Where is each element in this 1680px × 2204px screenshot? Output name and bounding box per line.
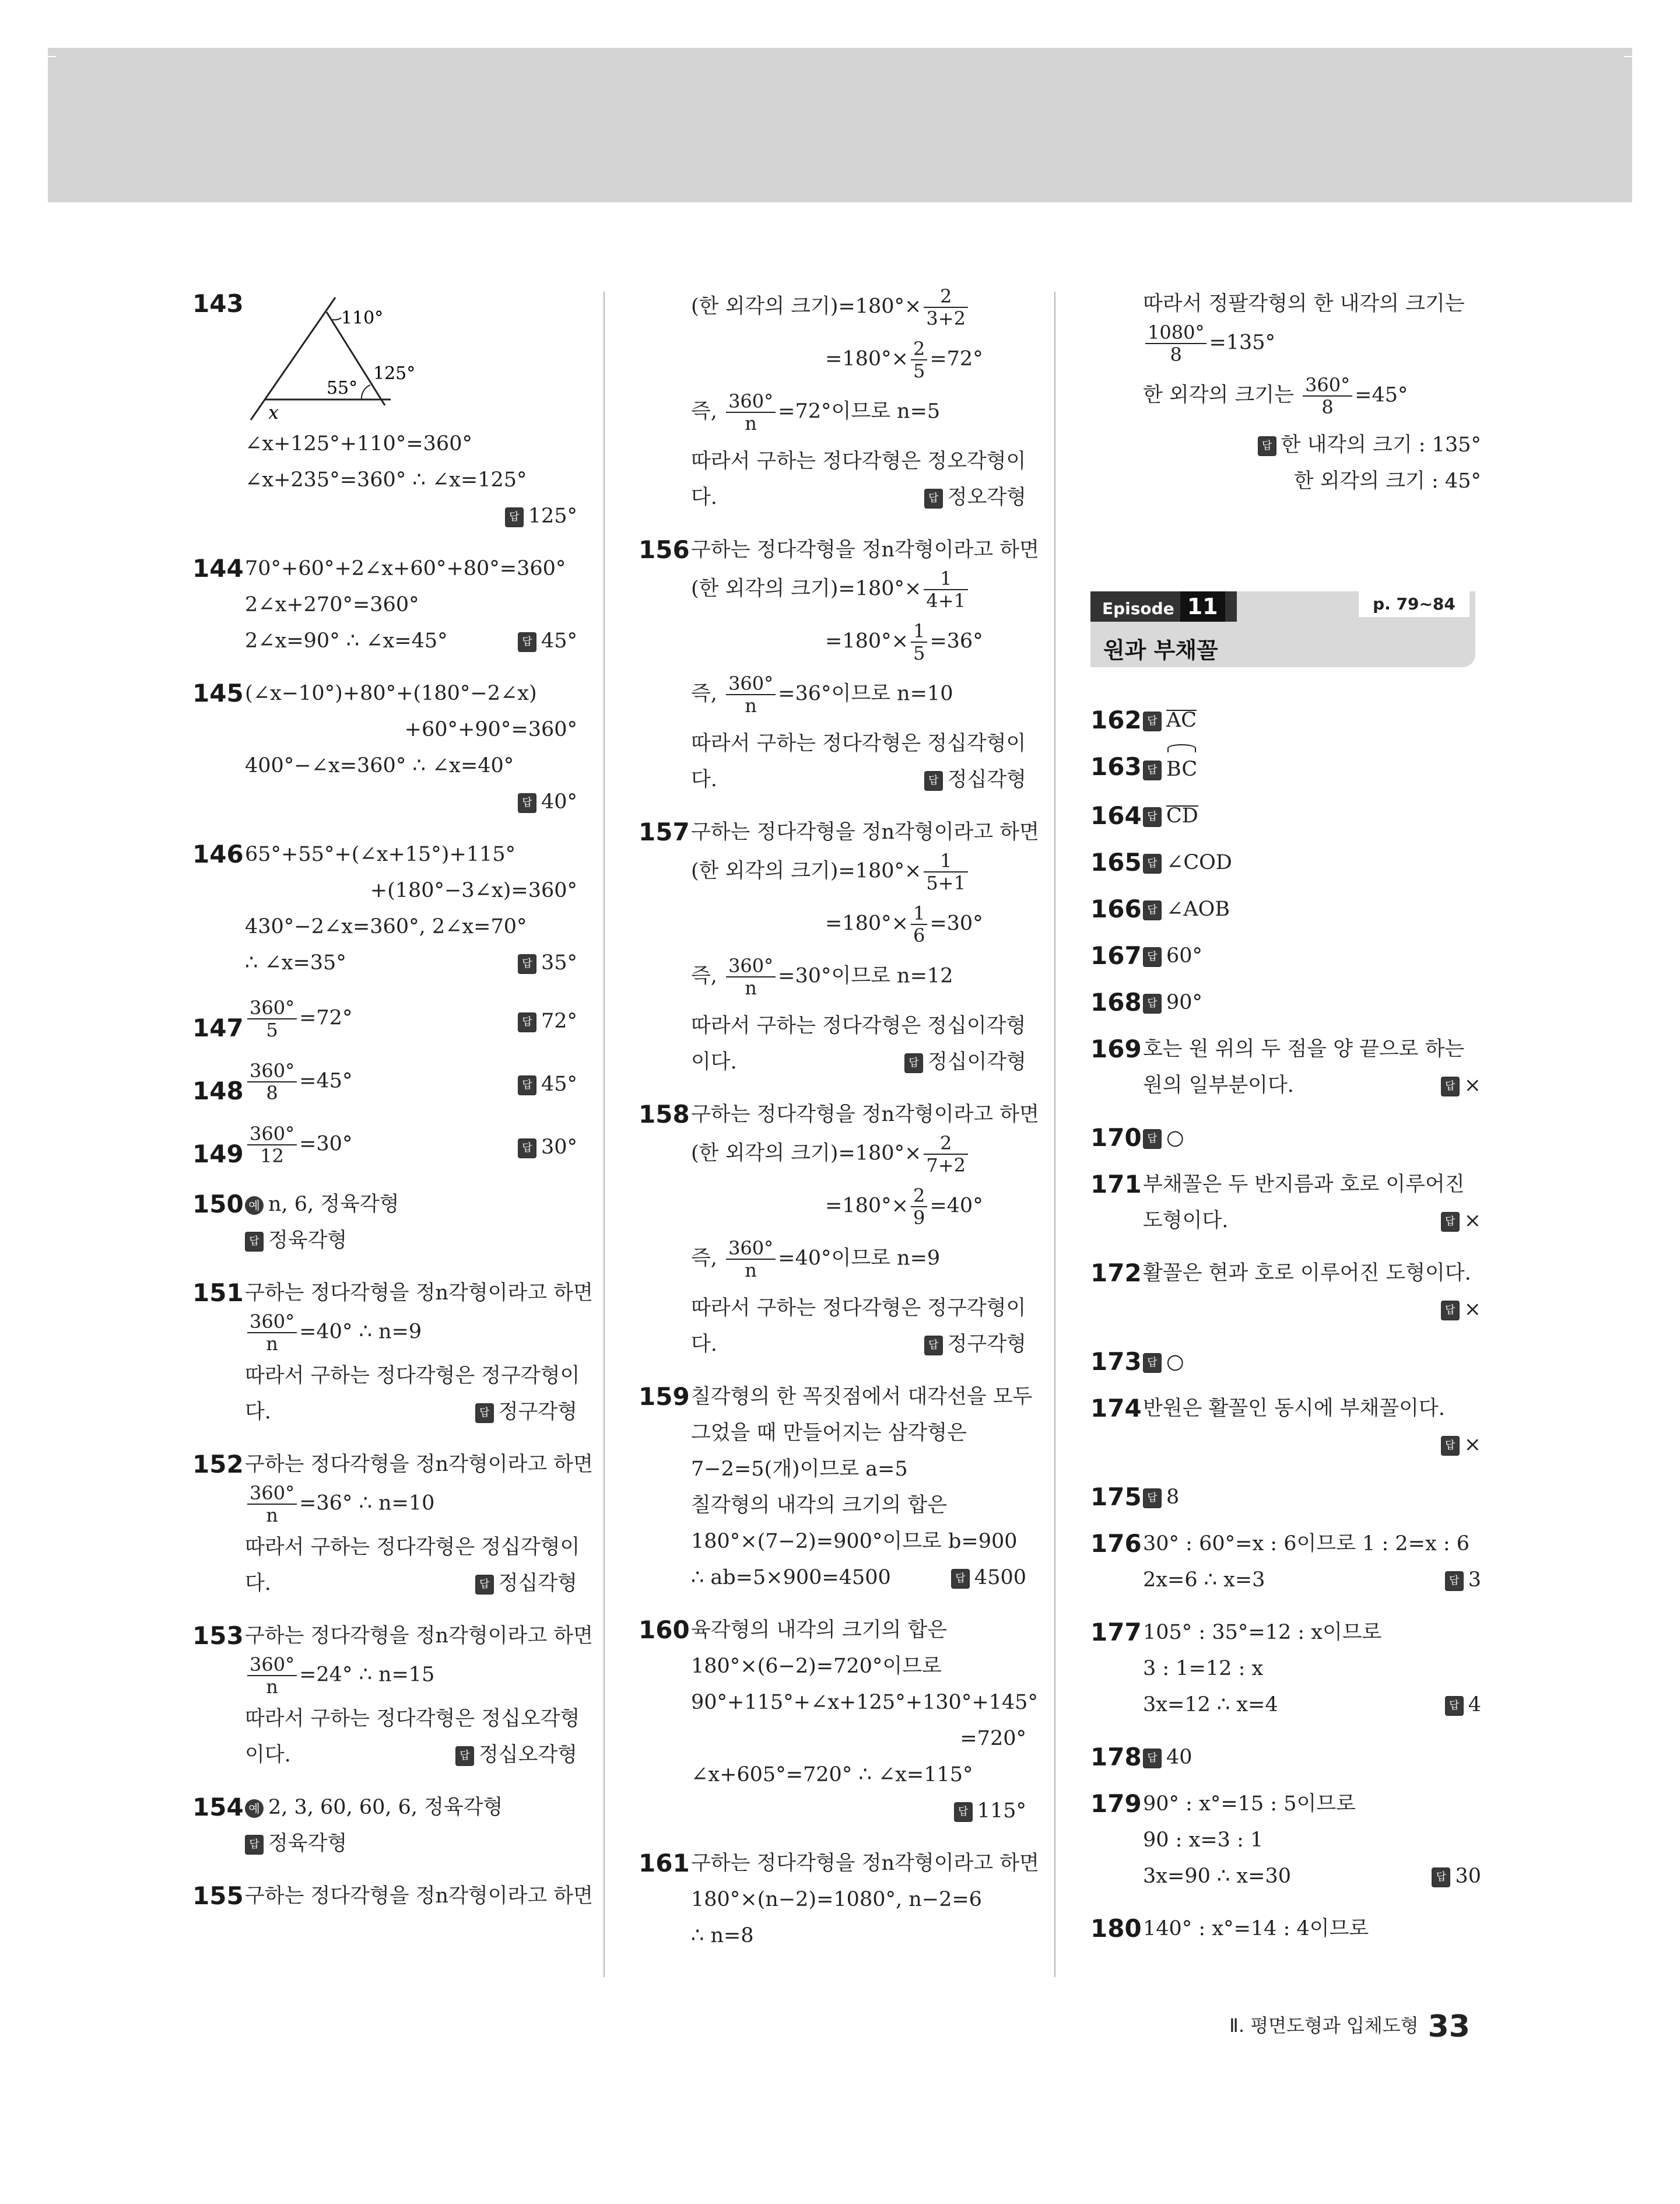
- episode-pages: p. 79~84: [1359, 591, 1469, 617]
- solution-line: 30° : 60°=x : 6이므로 1 : 2=x : 6: [1143, 1532, 1470, 1555]
- answer-icon: 답: [505, 507, 524, 527]
- answer: 답 ∠COD: [1143, 845, 1481, 881]
- problem-number: 158: [639, 1100, 690, 1129]
- answer-icon: 답: [1143, 1353, 1162, 1373]
- fraction: $\frac{2}{3+2}$: [924, 286, 968, 329]
- solution-line: $\frac{360^\circ}{12}$ =30° 답 30°: [245, 1123, 577, 1170]
- fraction: $\frac{2}{7+2}$: [924, 1133, 968, 1176]
- episode-banner: [1090, 591, 1475, 667]
- answer-icon: 답: [1432, 1867, 1450, 1887]
- solution-line: $\frac{360^\circ}{n}$ =24° ∴ n=15: [245, 1654, 577, 1701]
- solution-line: 90° : x°=15 : 5이므로: [1143, 1792, 1356, 1816]
- answer: 정십각형: [498, 1572, 577, 1595]
- solution-line: 2∠x=90° ∴ ∠x=45° 답 45°: [245, 629, 577, 653]
- fraction: $\frac{1080^\circ}{8}$: [1145, 322, 1206, 365]
- solution-line: =180°× $\frac{1}{5}$ =36°: [825, 620, 983, 664]
- solution-line: 다. 답 정십각형: [691, 768, 1026, 791]
- page-number: 33: [1428, 2009, 1470, 2044]
- answer: 답 ×: [1143, 1427, 1481, 1463]
- answer: 정구각형: [947, 1333, 1026, 1356]
- answer-icon: 답: [1143, 712, 1162, 731]
- answer-icon: 답: [518, 632, 536, 652]
- solution-line: 구하는 정다각형을 정n각형이라고 하면: [691, 538, 1039, 562]
- column-2: [639, 285, 1039, 1970]
- problem-number: 145: [192, 679, 244, 707]
- problem-number: 175: [1090, 1483, 1142, 1511]
- solution-line: ∠x+605°=720° ∴ ∠x=115°: [691, 1763, 973, 1786]
- answer-icon: 답: [475, 1575, 494, 1595]
- solution-line: (∠x−10°)+80°+(180°−2∠x): [245, 682, 537, 705]
- problem-172: [1090, 1255, 1481, 1327]
- answer: 답 BC: [1143, 749, 1481, 787]
- answer: 3: [1468, 1568, 1481, 1592]
- problem-168: [1090, 984, 1481, 1021]
- problem-number: 161: [639, 1849, 690, 1877]
- problem-number: 143: [192, 289, 244, 318]
- problem-number: 150: [192, 1190, 244, 1218]
- solution-line: 구하는 정다각형을 정n각형이라고 하면: [245, 1453, 593, 1476]
- problem-178: [1090, 1739, 1481, 1775]
- solution-line: 다. 답 정십각형: [245, 1572, 577, 1595]
- answer: 답 40: [1143, 1739, 1481, 1775]
- answer-icon: 답: [924, 1336, 943, 1355]
- problem-161: [639, 1845, 1039, 1954]
- problem-173: [1090, 1344, 1481, 1380]
- solution-line: 즉, $\frac{360^\circ}{n}$ =40°이므로 n=9: [691, 1237, 941, 1281]
- problem-171: [1090, 1166, 1481, 1239]
- solution-line: 육각형의 내각의 크기의 합은: [691, 1618, 948, 1642]
- problem-154: [192, 1789, 577, 1862]
- problem-151: [192, 1275, 593, 1430]
- solution-line: (한 외각의 크기)=180°× $\frac{1}{5+1}$: [691, 850, 1026, 903]
- solution-line: 이다. 답 정십이각형: [691, 1050, 1026, 1074]
- solution-line: =720°: [960, 1727, 1026, 1750]
- answer: 30: [1455, 1865, 1481, 1888]
- problem-155-cont: [639, 286, 1026, 516]
- problem-149: [192, 1123, 577, 1170]
- problem-166: [1090, 891, 1481, 927]
- crop-mark: [1624, 56, 1632, 57]
- solution-line: =180°× $\frac{1}{6}$ =30°: [825, 902, 983, 947]
- problem-180: [1090, 1911, 1481, 1947]
- problem-170: [1090, 1120, 1481, 1156]
- answer-icon: 답: [518, 954, 536, 974]
- answer: 답 한 내각의 크기 : 135°: [1143, 427, 1481, 463]
- solution-line: 그었을 때 만들어지는 삼각형은: [691, 1421, 967, 1445]
- problem-number: 149: [192, 1140, 244, 1168]
- problem-number: 147: [192, 1014, 244, 1042]
- answer: 72°: [541, 1010, 577, 1033]
- solution-line: 즉, $\frac{360^\circ}{n}$ =72°이므로 n=5: [691, 390, 941, 435]
- solution-line: 430°−2∠x=360°, 2∠x=70°: [245, 915, 527, 938]
- solution-line: 다. 답 정오각형: [691, 486, 1026, 509]
- answer-icon: 답: [245, 1232, 264, 1252]
- page-footer: [1229, 2009, 1470, 2044]
- chapter-title: Ⅱ. 평면도형과 입체도형: [1229, 2014, 1419, 2037]
- solution-line: 따라서 구하는 정다각형은 정십이각형: [691, 1014, 1026, 1038]
- answer: 정오각형: [947, 486, 1026, 509]
- solution-line: 예 n, 6, 정육각형: [245, 1186, 577, 1222]
- solution-line: 원의 일부분이다. 답 ×: [1143, 1074, 1481, 1097]
- answer-icon: 답: [1445, 1696, 1464, 1716]
- solution-line: 따라서 구하는 정다각형은 정구각형이: [691, 1297, 1026, 1320]
- problem-145: [192, 675, 577, 820]
- problem-number: 156: [639, 535, 690, 564]
- solution-line: (한 외각의 크기)=180°× $\frac{2}{7+2}$: [691, 1133, 1026, 1185]
- problem-number: 173: [1090, 1347, 1142, 1376]
- fraction: $\frac{360^\circ}{n}$: [726, 1238, 776, 1281]
- answer: 답 ○: [1143, 1344, 1481, 1380]
- solution-line: 구하는 정다각형을 정n각형이라고 하면: [245, 1884, 593, 1908]
- solution-line: 180°×(6−2)=720°이므로: [691, 1655, 942, 1678]
- problem-155: [192, 1878, 593, 1914]
- problem-157: [639, 814, 1039, 1080]
- solution-line: +(180°−3∠x)=360°: [370, 879, 577, 902]
- angle-label: 110°: [341, 308, 384, 328]
- fraction: $\frac{2}{9}$: [911, 1185, 927, 1228]
- solution-line: 예 2, 3, 60, 60, 6, 정육각형: [245, 1789, 577, 1825]
- solution-line: 구하는 정다각형을 정n각형이라고 하면: [691, 1852, 1039, 1875]
- problem-156: [639, 532, 1039, 798]
- problem-143: [192, 286, 577, 534]
- answer: 답 정육각형: [245, 1222, 577, 1259]
- answer: ×: [1464, 1209, 1481, 1232]
- problem-number: 157: [639, 818, 690, 846]
- problem-number: 174: [1090, 1394, 1142, 1422]
- answer-icon: 답: [1143, 854, 1162, 874]
- fraction: $\frac{2}{5}$: [911, 338, 927, 381]
- answer: 답 정육각형: [245, 1825, 577, 1862]
- problem-147: [192, 997, 577, 1044]
- answer-icon: 답: [1441, 1436, 1460, 1456]
- crop-mark: [48, 56, 56, 57]
- answer-icon: 답: [518, 1012, 536, 1032]
- solution-line: 따라서 구하는 정다각형은 정구각형이: [245, 1364, 580, 1387]
- fraction: $\frac{1}{5+1}$: [924, 850, 968, 893]
- problem-number: 162: [1090, 706, 1142, 734]
- problem-177: [1090, 1614, 1481, 1723]
- problem-167: [1090, 938, 1481, 974]
- answer: 정십이각형: [927, 1050, 1026, 1074]
- solution-line: =180°× $\frac{2}{9}$ =40°: [825, 1185, 983, 1229]
- answer-icon: 답: [954, 1802, 973, 1822]
- problem-number: 169: [1090, 1035, 1142, 1063]
- angle-label: 125°: [373, 363, 416, 384]
- fraction: $\frac{1}{6}$: [911, 903, 927, 946]
- problem-number: 168: [1090, 988, 1142, 1017]
- answer-icon: 답: [1143, 900, 1162, 920]
- problem-number: 170: [1090, 1123, 1142, 1152]
- answer-icon: 답: [1441, 1301, 1460, 1320]
- solution-line: 7−2=5(개)이므로 a=5: [691, 1457, 908, 1481]
- solution-line: 70°+60°+2∠x+60°+80°=360°: [245, 557, 566, 580]
- answer-icon: 답: [1441, 1077, 1460, 1096]
- problem-161-cont: [1090, 286, 1481, 499]
- solution-line: $\frac{360^\circ}{n}$ =40° ∴ n=9: [245, 1311, 577, 1358]
- answer: 답 115°: [691, 1793, 1026, 1829]
- solution-line: 즉, $\frac{360^\circ}{n}$ =36°이므로 n=10: [691, 672, 953, 717]
- fraction: $\frac{360^\circ}{n}$: [726, 955, 776, 998]
- answer-icon: 답: [475, 1403, 494, 1423]
- problem-number: 153: [192, 1621, 244, 1650]
- fraction: $\frac{1}{5}$: [911, 621, 927, 664]
- solution-line: =180°× $\frac{2}{5}$ =72°: [825, 338, 983, 382]
- answer-icon: 답: [518, 793, 536, 813]
- answer: 답 40°: [245, 784, 577, 820]
- problem-175: [1090, 1479, 1481, 1515]
- solution-line: (한 외각의 크기)=180°× $\frac{2}{3+2}$: [691, 286, 1026, 338]
- solution-line: 105° : 35°=12 : x이므로: [1143, 1621, 1382, 1644]
- solution-line: 400°−∠x=360° ∴ ∠x=40°: [245, 754, 514, 777]
- problem-number: 152: [192, 1450, 244, 1478]
- solution-line: 2x=6 ∴ x=3 답 3: [1143, 1568, 1481, 1592]
- fraction: $\frac{360^\circ}{n}$: [726, 391, 776, 434]
- column-divider: [604, 292, 605, 1977]
- answer: 35°: [541, 951, 577, 975]
- solution-line: 도형이다. 답 ×: [1143, 1209, 1481, 1232]
- solution-line: 90 : x=3 : 1: [1143, 1828, 1264, 1852]
- header-band: [48, 48, 1632, 202]
- answer: 4: [1468, 1693, 1481, 1716]
- solution-line: 다. 답 정구각형: [691, 1333, 1026, 1356]
- answer-icon: 답: [518, 1075, 536, 1095]
- fraction: $\frac{360^\circ}{n}$: [247, 1483, 297, 1526]
- problem-number: 148: [192, 1077, 244, 1105]
- answer: ×: [1464, 1074, 1481, 1097]
- problem-number: 164: [1090, 801, 1142, 830]
- answer: 답 60°: [1143, 938, 1481, 974]
- answer: 답 ×: [1143, 1291, 1481, 1327]
- answer-icon: 답: [518, 1138, 536, 1158]
- answer: 답 125°: [245, 498, 577, 534]
- problem-176: [1090, 1526, 1481, 1598]
- problem-165: [1090, 845, 1481, 881]
- problem-number: 160: [639, 1616, 690, 1644]
- solution-line: 2∠x+270°=360°: [245, 593, 419, 616]
- answer-icon: 답: [1143, 1129, 1162, 1149]
- answer-icon: 답: [455, 1746, 474, 1766]
- solution-line: 칠각형의 내각의 크기의 합은: [691, 1494, 948, 1517]
- answer: 답 ○: [1143, 1120, 1481, 1156]
- solution-line: 3x=90 ∴ x=30 답 30: [1143, 1865, 1481, 1888]
- problem-number: 172: [1090, 1259, 1142, 1287]
- problem-number: 177: [1090, 1618, 1142, 1646]
- solution-line: 다. 답 정구각형: [245, 1400, 577, 1424]
- solution-line: $\frac{360^\circ}{5}$ =72° 답 72°: [245, 997, 577, 1044]
- problem-number: 166: [1090, 895, 1142, 923]
- problem-179: [1090, 1786, 1481, 1894]
- problem-number: 163: [1090, 752, 1142, 781]
- triangle-diagram: [245, 286, 455, 426]
- solution-line: 구하는 정다각형을 정n각형이라고 하면: [691, 1103, 1039, 1126]
- problem-163: [1090, 749, 1481, 787]
- problem-number: 155: [192, 1881, 244, 1910]
- solution-line: ∴ n=8: [691, 1924, 754, 1947]
- solution-line: 90°+115°+∠x+125°+130°+145°: [691, 1691, 1038, 1714]
- angle-label: 55°: [327, 378, 358, 398]
- answer-icon: 답: [1143, 807, 1162, 827]
- answer-icon: 답: [924, 771, 943, 791]
- fraction: $\frac{360^\circ}{8}$: [247, 1060, 297, 1103]
- answer: 4500: [974, 1566, 1026, 1589]
- solution-line: 3x=12 ∴ x=4 답 4: [1143, 1693, 1481, 1716]
- solution-line: ∠x+235°=360° ∴ ∠x=125°: [245, 468, 527, 492]
- problem-number: 151: [192, 1278, 244, 1307]
- problem-169: [1090, 1031, 1481, 1103]
- column-3: [1090, 286, 1481, 1963]
- answer-icon: 답: [904, 1053, 923, 1073]
- problem-174: [1090, 1390, 1481, 1463]
- fraction: $\frac{360^\circ}{n}$: [726, 673, 776, 716]
- answer: 정구각형: [498, 1400, 577, 1424]
- answer: 답 AC: [1143, 702, 1481, 738]
- answer: 답 ∠AOB: [1143, 891, 1481, 927]
- answer-icon: 답: [1143, 994, 1162, 1014]
- solution-line: 3 : 1=12 : x: [1143, 1657, 1264, 1680]
- fraction: $\frac{360^\circ}{8}$: [1303, 374, 1352, 418]
- solution-line: ∴ ∠x=35° 답 35°: [245, 951, 577, 975]
- solution-line: 따라서 구하는 정다각형은 정십오각형: [245, 1707, 580, 1730]
- fraction: $\frac{360^\circ}{n}$: [247, 1311, 297, 1354]
- problem-162: [1090, 702, 1481, 738]
- solution-line: 구하는 정다각형을 정n각형이라고 하면: [245, 1281, 593, 1305]
- problem-153: [192, 1618, 593, 1773]
- answer-icon: 답: [1441, 1212, 1460, 1232]
- problem-number: 176: [1090, 1529, 1142, 1558]
- episode-tag: Episode 11: [1090, 591, 1237, 622]
- fraction: $\frac{1}{4+1}$: [924, 568, 968, 611]
- fraction: $\frac{360^\circ}{n}$: [247, 1654, 297, 1697]
- problem-number: 159: [639, 1382, 690, 1411]
- solution-line: 180°×(n−2)=1080°, n−2=6: [691, 1888, 982, 1911]
- solution-line: 이다. 답 정십오각형: [245, 1743, 577, 1767]
- problem-number: 171: [1090, 1170, 1142, 1199]
- problem-number: 154: [192, 1793, 244, 1821]
- answer-icon: 답: [951, 1569, 970, 1589]
- problem-number: 167: [1090, 941, 1142, 970]
- answer: 정십오각형: [478, 1743, 577, 1767]
- answer: 한 외각의 크기 : 45°: [1293, 469, 1481, 493]
- episode-number: 11: [1180, 591, 1225, 622]
- solution-line: $\frac{360^\circ}{8}$ =45° 답 45°: [245, 1060, 577, 1107]
- answer: 45°: [541, 629, 577, 653]
- answer-icon: 답: [1143, 1749, 1162, 1768]
- solution-line: 따라서 구하는 정다각형은 정십각형이: [691, 732, 1026, 755]
- solution-line: 칠각형의 한 꼭짓점에서 대각선을 모두: [691, 1385, 1033, 1408]
- answer-icon: 답: [1143, 1488, 1162, 1508]
- problem-158: [639, 1096, 1039, 1362]
- solution-line: 65°+55°+(∠x+15°)+115°: [245, 843, 516, 866]
- problem-number: 180: [1090, 1914, 1142, 1943]
- solution-line: 따라서 구하는 정다각형은 정십각형이: [245, 1536, 580, 1559]
- solution-line: 활꼴은 현과 호로 이루어진 도형이다.: [1143, 1262, 1471, 1285]
- solution-line: 즉, $\frac{360^\circ}{n}$ =30°이므로 n=12: [691, 955, 953, 999]
- problem-144: [192, 551, 577, 659]
- solution-line: 180°×(7−2)=900°이므로 b=900: [691, 1530, 1018, 1553]
- column-divider: [1054, 292, 1055, 1977]
- solution-line: 구하는 정다각형을 정n각형이라고 하면: [245, 1624, 593, 1648]
- solution-line: 부채꼴은 두 반지름과 호로 이루어진: [1143, 1173, 1465, 1196]
- problem-number: 146: [192, 840, 244, 868]
- solution-line: 140° : x°=14 : 4이므로: [1143, 1917, 1369, 1940]
- answer: 답 8: [1143, 1479, 1481, 1515]
- answer-icon: 답: [1445, 1571, 1464, 1591]
- solution-line: (한 외각의 크기)=180°× $\frac{1}{4+1}$: [691, 568, 1026, 621]
- problem-159: [639, 1379, 1033, 1596]
- episode-title: 원과 부채꼴: [1103, 637, 1218, 663]
- problem-number: 178: [1090, 1743, 1142, 1771]
- answer: 정십각형: [947, 768, 1026, 791]
- answer: 45°: [541, 1073, 577, 1096]
- answer-icon: 답: [1143, 947, 1162, 967]
- column-1: [192, 286, 593, 1930]
- fraction: $\frac{360^\circ}{12}$: [247, 1123, 297, 1166]
- answer: 30°: [541, 1136, 577, 1159]
- solution-line: $\frac{360^\circ}{n}$ =36° ∴ n=10: [245, 1483, 577, 1529]
- problem-164: [1090, 798, 1481, 834]
- answer: 답 CD: [1143, 798, 1481, 834]
- solution-line: +60°+90°=360°: [404, 718, 577, 741]
- solution-line: $\frac{1080^\circ}{8}$ =135°: [1143, 322, 1481, 374]
- solution-line: 호는 원 위의 두 점을 양 끝으로 하는: [1143, 1038, 1465, 1061]
- solution-line: 따라서 구하는 정다각형은 정오각형이: [691, 450, 1026, 473]
- problem-number: 144: [192, 554, 244, 583]
- problem-150: [192, 1186, 577, 1259]
- problem-148: [192, 1060, 577, 1107]
- problem-number: 179: [1090, 1789, 1142, 1818]
- problem-152: [192, 1446, 593, 1602]
- answer-icon: 답: [1143, 761, 1162, 780]
- problem-number: 165: [1090, 848, 1142, 877]
- solution-line: 따라서 정팔각형의 한 내각의 크기는: [1143, 292, 1465, 316]
- answer-icon: 답: [1258, 436, 1276, 456]
- fraction: $\frac{360^\circ}{5}$: [247, 997, 297, 1040]
- problem-146: [192, 836, 577, 981]
- solution-line: 구하는 정다각형을 정n각형이라고 하면: [691, 821, 1039, 844]
- angle-label: x: [268, 401, 279, 423]
- problem-160: [639, 1612, 1038, 1829]
- example-icon: 예: [245, 1799, 264, 1818]
- answer-icon: 답: [924, 489, 943, 509]
- example-icon: 예: [245, 1196, 264, 1215]
- answer: 답 90°: [1143, 984, 1481, 1021]
- solution-line: ∠x+125°+110°=360°: [245, 432, 472, 455]
- solution-line: 한 외각의 크기는 $\frac{360^\circ}{8}$ =45°: [1143, 374, 1408, 418]
- answer-icon: 답: [245, 1835, 264, 1855]
- solution-line: 반원은 활꼴인 동시에 부채꼴이다.: [1143, 1397, 1445, 1420]
- solution-line: ∴ ab=5×900=4500 답 4500: [691, 1566, 1026, 1589]
